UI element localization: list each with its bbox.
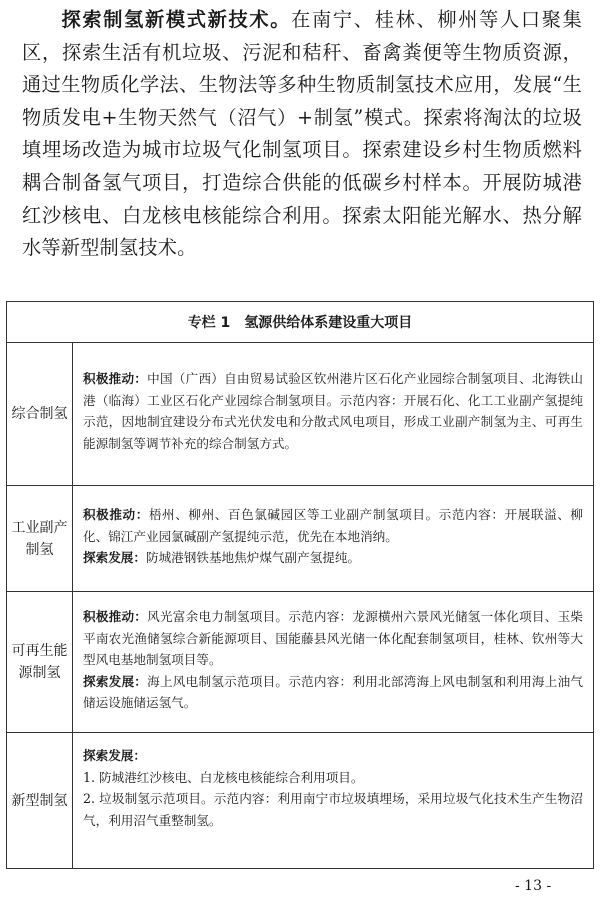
row-renewable-hydrogen bbox=[7, 592, 593, 732]
row-content bbox=[73, 733, 593, 869]
row-category: 新型制氢 bbox=[7, 733, 73, 869]
row-comprehensive-hydrogen bbox=[7, 342, 593, 485]
item-text: 2. 垃圾制氢示范项目。示范内容：利用南宁市垃圾填埋场，采用垃圾气化技术生产生物沼气，利用沼气重整制氢。 bbox=[83, 791, 583, 828]
box-title-text: 氢源供给体系建设重大项目 bbox=[244, 315, 413, 331]
item-label: 探索发展： bbox=[83, 673, 148, 689]
item-text: 中国（广西）自由贸易试验区钦州港片区石化产业园综合制氢项目、北海铁山港（临海）工业区石化产业园综合制氢项目。示范内容：开展石化、化工工业副产氢提纯示范，因地制宜建设分布式光伏发电和分散式风电项目，形成工业副产制氢为主、可再生能源制氢等调节补充的综合制氢方式。 bbox=[83, 371, 584, 451]
item-label: 积极推动： bbox=[83, 609, 148, 624]
item-text: 1. 防城港红沙核电、白龙核电核能综合利用项目。 bbox=[83, 769, 364, 785]
item-text: 海上风电制氢示范项目。示范内容：利用北部湾海上风电制氢和利用海上油气储运设施储运氢气。 bbox=[83, 673, 584, 711]
item-label: 积极推动： bbox=[83, 507, 149, 522]
row-category: 可再生能源制氢 bbox=[7, 592, 73, 732]
box-title bbox=[7, 302, 593, 343]
paragraph-body: 在南宁、桂林、柳州等人口聚集区，探索生活有机垃圾、污泥和秸秆、畜禽粪便等生物质资源，通过生物质化学法、生物法等多种生物质制氢技术应用，发展“生物质发电+生物天然气（沼气）+制氢”模式。探索将淘汰的垃圾填埋场改造为城市垃圾气化制氢项目。探索建设乡村生物质燃料耦合制备氢气项目，打造综合供能的低碳乡村样本。开展防城港红沙核电、白龙核电核能综合利用。探索太阳能光解水、热分解水等新型制氢技术。 bbox=[22, 8, 582, 260]
item-text: 梧州、柳州、百色氯碱园区等工业副产制氢项目。示范内容：开展联溢、柳化、锦江产业园氯碱副产氢提纯示范，优先在本地消纳。 bbox=[83, 507, 584, 544]
special-column-box bbox=[6, 301, 594, 869]
row-category: 工业副产制氢 bbox=[7, 486, 73, 591]
paragraph-lead: 探索制氢新模式新技术。 bbox=[60, 8, 292, 31]
item-label: 探索发展： bbox=[83, 748, 146, 763]
box-title-number: 专栏 1 bbox=[187, 315, 231, 331]
item-text: 风光富余电力制氢项目。示范内容：龙源横州六景风光储氢一体化项目、玉柴平南农光渔储氢综合新能源项目、国能藤县风光储一体化配套制氢项目，桂林、钦州等大型风电基地制氢项目等。 bbox=[83, 609, 584, 668]
item-label: 探索发展： bbox=[83, 550, 146, 566]
row-content bbox=[73, 342, 593, 485]
item-text: 防城港钢铁基地焦炉煤气副产氢提纯。 bbox=[145, 550, 361, 566]
row-content bbox=[73, 592, 593, 732]
item-label: 积极推动： bbox=[83, 371, 148, 386]
page-number: - 13 - bbox=[515, 878, 552, 894]
row-industrial-byproduct bbox=[7, 486, 593, 591]
row-new-hydrogen bbox=[7, 733, 593, 869]
row-content bbox=[73, 486, 593, 591]
row-category: 综合制氢 bbox=[7, 342, 73, 485]
intro-paragraph bbox=[22, 4, 582, 265]
